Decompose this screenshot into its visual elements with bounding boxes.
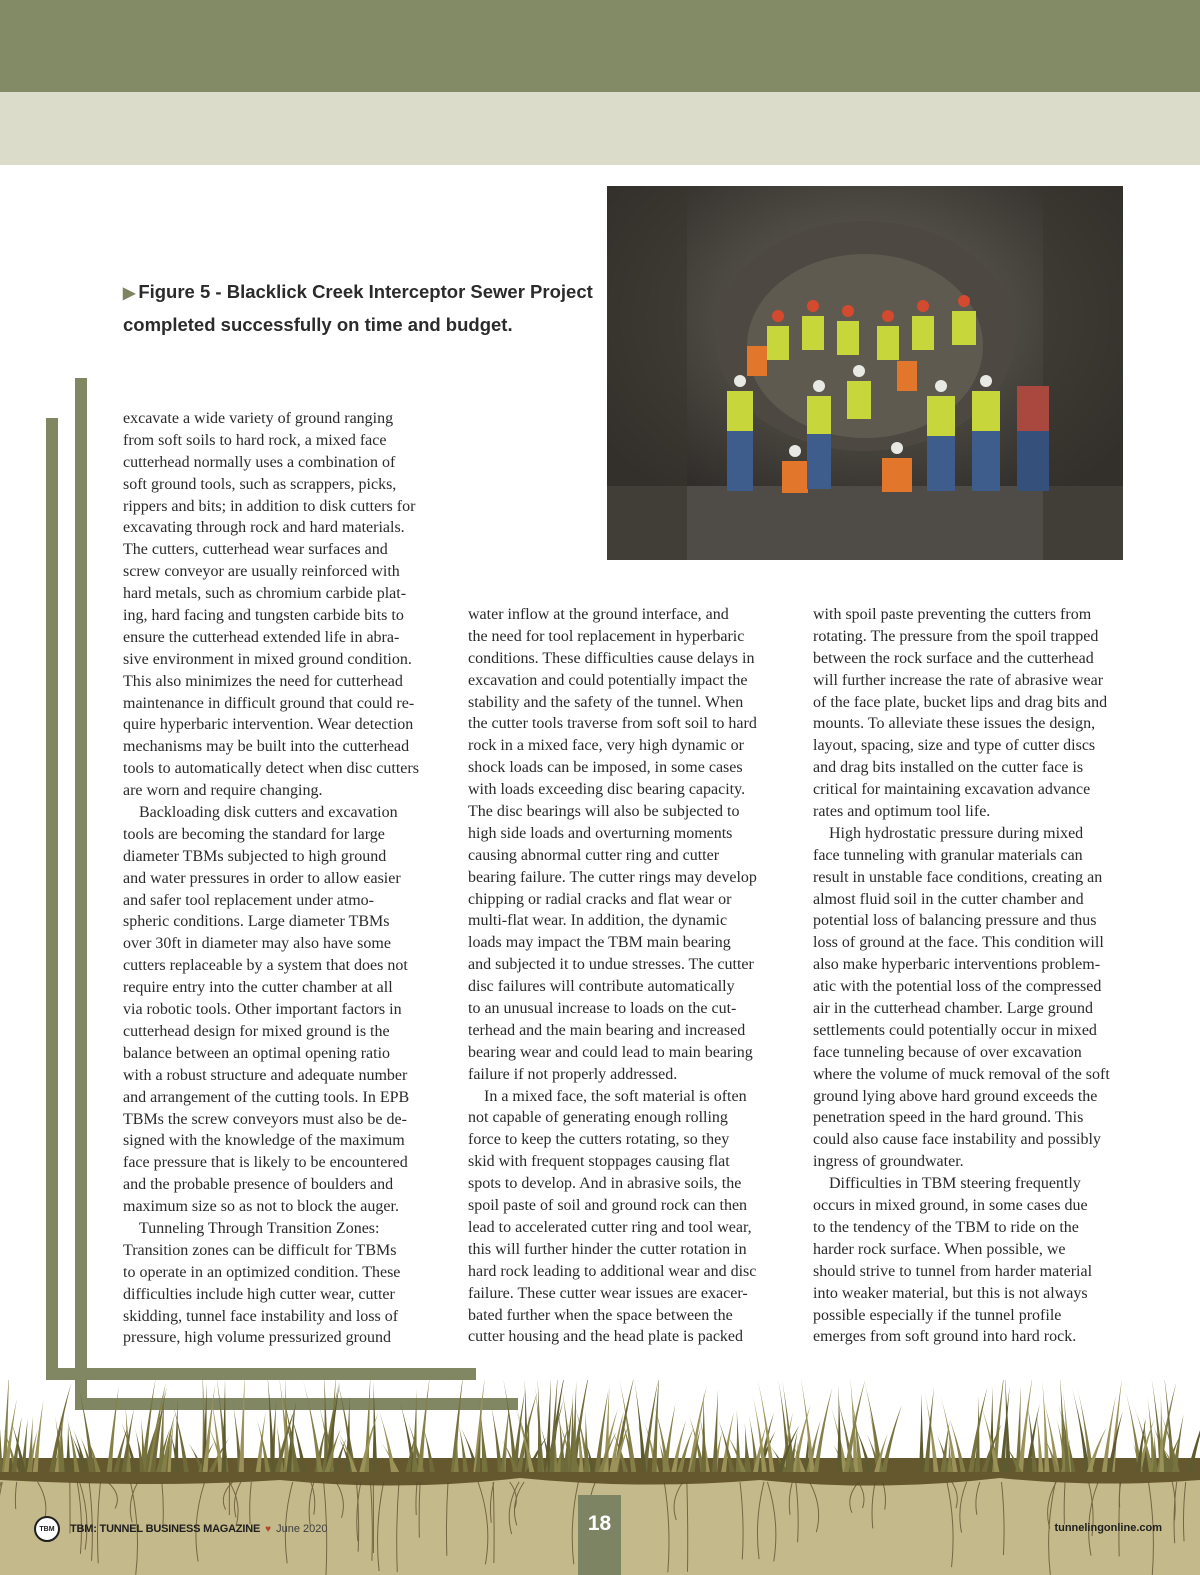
article-text-line: pressure, high volume pressurized ground bbox=[123, 1329, 391, 1347]
article-text-line: skid with frequent stoppages causing flat bbox=[468, 1153, 730, 1171]
article-text-line: sive environment in mixed ground condition. bbox=[123, 650, 412, 668]
article-text-line: will further increase the rate of abrasive wear bbox=[813, 671, 1104, 689]
article-text-line: cutter housing and the head plate is packed bbox=[468, 1328, 744, 1346]
article-text-line: tools to automatically detect when disc cutters bbox=[123, 760, 419, 778]
article-text-line: harder rock surface. When possible, we bbox=[813, 1240, 1066, 1258]
article-column-2 bbox=[468, 604, 773, 1348]
article-text-line: potential loss of balancing pressure and thus bbox=[813, 912, 1097, 930]
article-text-line: face tunneling because of over excavation bbox=[813, 1043, 1082, 1061]
article-text-line: between the rock surface and the cutterhead bbox=[813, 649, 1094, 667]
article-text-line: This also minimizes the need for cutterhead bbox=[123, 672, 403, 690]
article-text-line: the cutter tools traverse from soft soil to hard bbox=[468, 715, 757, 733]
logo-text: TBM bbox=[39, 1525, 55, 1533]
website-link[interactable]: tunnelingonline.com bbox=[1054, 1522, 1162, 1534]
header-band-light bbox=[0, 92, 1200, 165]
article-text-line: require entry into the cutter chamber at all bbox=[123, 979, 393, 997]
article-text-line: and drag bits installed on the cutter face is bbox=[813, 759, 1084, 777]
article-text-line: high side loads and overturning moments bbox=[468, 824, 733, 842]
article-text-line: TBMs the screw conveyors must also be de- bbox=[123, 1110, 407, 1128]
article-text-line: almost fluid soil in the cutter chamber and bbox=[813, 890, 1084, 908]
caption-line-1: Figure 5 - Blacklick Creek Interceptor Sewer Project bbox=[138, 281, 593, 302]
grass-blade bbox=[744, 1423, 749, 1472]
figure-5-photo bbox=[607, 186, 1123, 560]
footer-publication bbox=[34, 1514, 328, 1544]
caption-arrow-icon: ▶ bbox=[123, 285, 136, 302]
article-text-line: cutters replaceable by a system that does not bbox=[123, 957, 408, 975]
article-text-line: air in the cutterhead chamber. Large ground bbox=[813, 1000, 1094, 1018]
article-text-line: critical for maintaining excavation advance bbox=[813, 781, 1091, 799]
article-text-line: hard metals, such as chromium carbide plat- bbox=[123, 585, 407, 603]
article-text-line: emerges from soft ground into hard rock. bbox=[813, 1328, 1077, 1346]
article-text-line: face tunneling with granular materials can bbox=[813, 846, 1083, 864]
article-text-line: ground lying above hard ground exceeds the bbox=[813, 1087, 1098, 1105]
article-text-line: and subjected it to undue stresses. The cutter bbox=[468, 956, 754, 974]
article-text-line: bearing failure. The cutter rings may develop bbox=[468, 868, 757, 886]
grass-blade bbox=[1159, 1396, 1164, 1472]
article-text-line: Tunneling Through Transition Zones: bbox=[123, 1219, 380, 1237]
grass-blade bbox=[837, 1385, 842, 1472]
article-text-line: mechanisms may be built into the cutterhead bbox=[123, 738, 410, 756]
article-text-line: failure if not properly addressed. bbox=[468, 1065, 678, 1083]
article-text-line: tools are becoming the standard for large bbox=[123, 825, 385, 843]
figure-caption bbox=[123, 276, 593, 340]
article-text-line: Transition zones can be difficult for TBMs bbox=[123, 1241, 397, 1259]
article-text-line: to operate in an optimized condition. These bbox=[123, 1263, 401, 1281]
article-text-line: via robotic tools. Other important factors in bbox=[123, 1001, 402, 1019]
article-text-line: into weaker material, but this is not always bbox=[813, 1284, 1088, 1302]
article-text-line: hard rock leading to additional wear and disc bbox=[468, 1262, 757, 1280]
article-text-line: with a robust structure and adequate number bbox=[123, 1066, 408, 1084]
article-text-line: cutterhead design for mixed ground is the bbox=[123, 1022, 390, 1040]
article-text-line: with spoil paste preventing the cutters from bbox=[813, 606, 1092, 623]
page-number: 18 bbox=[578, 1495, 621, 1575]
article-text-line: the need for tool replacement in hyperbaric bbox=[468, 627, 745, 645]
article-text-line: Backloading disk cutters and excavation bbox=[123, 804, 398, 822]
article-text-line: loads may impact the TBM main bearing bbox=[468, 934, 731, 952]
article-text-line: Difficulties in TBM steering frequently bbox=[813, 1175, 1081, 1193]
article-text-line: maintenance in difficult ground that could re- bbox=[123, 694, 415, 712]
grass-blade bbox=[919, 1392, 924, 1472]
article-text-line: could also cause face instability and possibly bbox=[813, 1131, 1101, 1149]
article-text-line: and the probable presence of boulders and bbox=[123, 1176, 394, 1194]
article-text-line: to the tendency of the TBM to ride on the bbox=[813, 1218, 1079, 1236]
issue-date: June 2020 bbox=[276, 1523, 328, 1535]
grass-blade bbox=[537, 1380, 542, 1472]
article-text-line: screw conveyor are usually reinforced with bbox=[123, 563, 400, 581]
article-text-line: spoil paste of soil and ground rock can then bbox=[468, 1197, 748, 1215]
article-text-line: of the face plate, bucket lips and drag bits and bbox=[813, 693, 1108, 711]
article-text-line: spheric conditions. Large diameter TBMs bbox=[123, 913, 390, 931]
caption-line-2: completed successfully on time and budget. bbox=[123, 314, 513, 335]
article-text-line: bearing wear and could lead to main bearing bbox=[468, 1043, 753, 1061]
article-text-line: occurs in mixed ground, in some cases due bbox=[813, 1197, 1088, 1215]
article-text-line: rippers and bits; in addition to disk cutters for bbox=[123, 497, 416, 515]
article-text-line: multi-flat wear. In addition, the dynamic bbox=[468, 912, 728, 930]
article-text-line: conditions. These difficulties cause delays in bbox=[468, 649, 755, 667]
article-text-line: maximum size so as not to block the auger. bbox=[123, 1198, 399, 1216]
article-text-line: penetration speed in the hard ground. This bbox=[813, 1109, 1084, 1127]
article-text-line: over 30ft in diameter may also have some bbox=[123, 935, 391, 953]
article-text-line: chipping or radial cracks and flat wear or bbox=[468, 890, 732, 908]
decorative-vertical-bar-outer bbox=[46, 418, 58, 1380]
article-text-line: result in unstable face conditions, creating an bbox=[813, 868, 1103, 886]
article-column-3 bbox=[813, 604, 1123, 1348]
article-text-line: cutterhead normally uses a combination of bbox=[123, 453, 396, 471]
tbm-logo-icon bbox=[34, 1516, 60, 1542]
article-text-line: shock loads can be imposed, in some cases bbox=[468, 759, 743, 777]
magazine-name: TBM: TUNNEL BUSINESS MAGAZINE bbox=[70, 1523, 261, 1535]
article-text-line: face pressure that is likely to be encountered bbox=[123, 1154, 408, 1172]
article-text-line: soft ground tools, such as scrappers, picks, bbox=[123, 475, 397, 493]
article-text-line: atic with the potential loss of the compressed bbox=[813, 978, 1102, 996]
article-text-line: and arrangement of the cutting tools. In EPB bbox=[123, 1088, 410, 1106]
article-text-line: from soft soils to hard rock, a mixed face bbox=[123, 431, 387, 449]
article-text-line: excavate a wide variety of ground ranging bbox=[123, 410, 394, 427]
article-text-line: and safer tool replacement under atmo- bbox=[123, 891, 374, 909]
grass-blade bbox=[584, 1411, 589, 1472]
article-text-line: force to keep the cutters rotating, so they bbox=[468, 1131, 730, 1149]
article-text-line: The cutters, cutterhead wear surfaces and bbox=[123, 541, 388, 559]
article-text-line: settlements could potentially occur in mixed bbox=[813, 1021, 1097, 1039]
article-text-line: and water pressures in order to allow easier bbox=[123, 869, 401, 887]
article-text-line: layout, spacing, size and type of cutter discs bbox=[813, 737, 1096, 755]
article-text-line: mounts. To alleviate these issues the design, bbox=[813, 715, 1096, 733]
decorative-horizontal-bar-upper bbox=[46, 1368, 476, 1380]
article-text-line: water inflow at the ground interface, and bbox=[468, 606, 729, 623]
article-text-line: lead to accelerated cutter ring and tool wear, bbox=[468, 1218, 752, 1236]
article-text-line: causing abnormal cutter ring and cutter bbox=[468, 846, 720, 864]
article-text-line: In a mixed face, the soft material is often bbox=[468, 1087, 747, 1105]
article-text-line: ing, hard facing and tungsten carbide bits to bbox=[123, 607, 404, 625]
article-text-line: bated further when the space between the bbox=[468, 1306, 733, 1324]
article-text-line: The disc bearings will also be subjected to bbox=[468, 803, 740, 821]
article-text-line: ingress of groundwater. bbox=[813, 1153, 964, 1171]
article-text-line: terhead and the main bearing and increased bbox=[468, 1021, 746, 1039]
article-text-line: rotating. The pressure from the spoil trapped bbox=[813, 627, 1099, 645]
article-text-line: diameter TBMs subjected to high ground bbox=[123, 847, 387, 865]
article-text-line: should strive to tunnel from harder material bbox=[813, 1262, 1093, 1280]
header-band-dark bbox=[0, 0, 1200, 92]
article-text-line: also make hyperbaric interventions problem- bbox=[813, 956, 1101, 974]
article-text-line: skidding, tunnel face instability and loss of bbox=[123, 1307, 399, 1325]
article-text-line: quire hyperbaric intervention. Wear detection bbox=[123, 716, 414, 734]
article-text-line: loss of ground at the face. This condition will bbox=[813, 934, 1104, 952]
article-text-line: not capable of generating enough rolling bbox=[468, 1109, 728, 1127]
article-text-line: where the volume of muck removal of the soft bbox=[813, 1065, 1110, 1083]
article-text-line: possible especially if the tunnel profile bbox=[813, 1306, 1062, 1324]
decorative-vertical-bar-inner bbox=[75, 378, 87, 1410]
article-text-line: balance between an optimal opening ratio bbox=[123, 1044, 391, 1062]
article-text-line: ensure the cutterhead extended life in abra- bbox=[123, 628, 400, 646]
article-text-line: High hydrostatic pressure during mixed bbox=[813, 824, 1084, 842]
article-text-line: are worn and require changing. bbox=[123, 782, 323, 800]
article-text-line: this will further hinder the cutter rotation in bbox=[468, 1240, 747, 1258]
heart-separator-icon: ♥ bbox=[265, 1523, 272, 1535]
article-text-line: rock in a mixed face, very high dynamic or bbox=[468, 737, 744, 755]
article-text-line: with loads exceeding disc bearing capacity. bbox=[468, 781, 746, 799]
article-text-line: failure. These cutter wear issues are exacer- bbox=[468, 1284, 748, 1302]
article-text-line: excavation and could potentially impact the bbox=[468, 671, 748, 689]
article-text-line: rates and optimum tool life. bbox=[813, 803, 991, 821]
article-text-line: disc failures will contribute automatically bbox=[468, 978, 735, 996]
article-text-line: difficulties include high cutter wear, cutter bbox=[123, 1285, 395, 1303]
article-text-line: spots to develop. And in abrasive soils, the bbox=[468, 1175, 742, 1193]
article-text-line: stability and the safety of the tunnel. When bbox=[468, 693, 744, 711]
article-text-line: signed with the knowledge of the maximum bbox=[123, 1132, 405, 1150]
article-text-line: to an unusual increase to loads on the cut- bbox=[468, 1000, 737, 1018]
article-text-line: excavating through rock and hard materials. bbox=[123, 519, 405, 537]
article-column-1 bbox=[123, 408, 438, 1349]
